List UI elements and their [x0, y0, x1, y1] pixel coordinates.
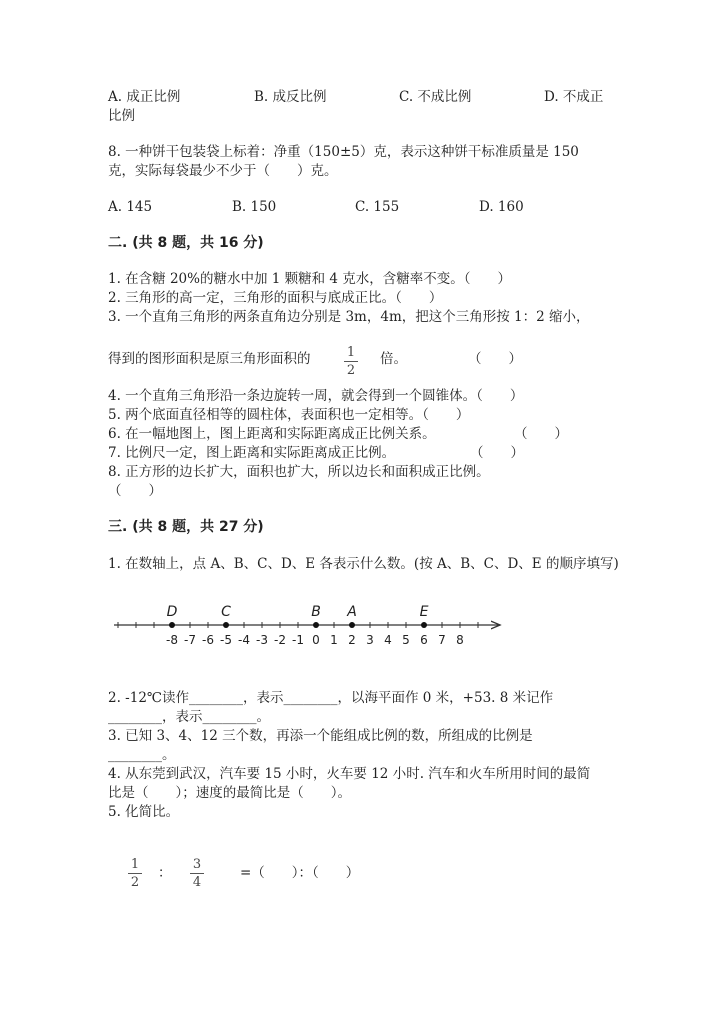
number-line	[108, 596, 508, 656]
number-line-tick-label: 2	[348, 633, 356, 647]
fraction-numerator: 3	[192, 857, 202, 872]
q8-option-b: B. 150	[232, 199, 277, 215]
number-line-tick-label: -2	[274, 633, 286, 647]
q7-option-b: B. 成反比例	[254, 89, 327, 105]
number-line-point-a	[349, 622, 355, 628]
fraction-denominator: 4	[192, 875, 202, 890]
q7-option-c: C. 不成比例	[399, 89, 472, 105]
number-line-point-label: C	[221, 604, 231, 620]
number-line-tick-label: -8	[166, 633, 178, 647]
s2-item-7: 7. 比例尺一定，图上距离和实际距离成正比例。	[108, 445, 396, 461]
s2-fraction-one-half	[344, 345, 358, 378]
number-line-tick-label: -4	[238, 633, 250, 647]
number-line-point-b	[313, 622, 319, 628]
number-line-tick-label: -1	[292, 633, 304, 647]
s2-item-6-paren: （ ）	[514, 426, 568, 442]
fraction-denominator: 2	[346, 363, 356, 378]
s2-item-7-paren: （ ）	[470, 445, 524, 461]
q8-option-a: A. 145	[108, 199, 153, 215]
fraction-numerator: 1	[346, 345, 356, 360]
s3-q4-line2: 比是（ ）；速度的最简比是（ ）。	[108, 785, 351, 801]
number-line-tick-label: 0	[312, 633, 320, 647]
s2-item-5: 5. 两个底面直径相等的圆柱体，表面积也一定相等。（ ）	[108, 407, 470, 423]
number-line-tick-label: 5	[402, 633, 410, 647]
s2-item-8-paren: （ ）	[108, 483, 162, 499]
s3-q4-line1: 4. 从东莞到武汉，汽车要 15 小时，火车要 12 小时. 汽车和火车所用时间的最简	[108, 766, 591, 782]
s3-q1: 1. 在数轴上，点 A、B、C、D、E 各表示什么数。(按 A、B、C、D、E 的顺序填写)	[108, 556, 619, 572]
s2-item-3: 3. 一个直角三角形的两条直角边分别是 3m，4m，把这个三角形按 1：2 缩小，	[108, 309, 590, 325]
number-line-point-label: E	[419, 604, 429, 620]
number-line-tick-label: -6	[202, 633, 214, 647]
number-line-point-c	[223, 622, 229, 628]
s2-item-4: 4. 一个直角三角形沿一条边旋转一周，就会得到一个圆锥体。（ ）	[108, 388, 524, 404]
q5-answer-blanks: =（ ）：（ ）	[240, 865, 360, 881]
number-line-tick-label: 7	[438, 633, 446, 647]
s2-item-2: 2. 三角形的高一定，三角形的面积与底成正比。（ ）	[108, 290, 443, 306]
s3-q3-line1: 3. 已知 3、4、12 三个数，再添一个能组成比例的数，所组成的比例是	[108, 728, 533, 744]
s2-item-1: 1. 在含糖 20%的糖水中加 1 颗糖和 4 克水，含糖率不变。（ ）	[108, 271, 512, 287]
q8-option-c: C. 155	[355, 199, 400, 215]
section2-title: 二. (共 8 题，共 16 分)	[108, 235, 264, 251]
fraction-bar	[128, 873, 142, 874]
s2-item-3-cont: 得到的图形面积是原三角形面积的	[108, 351, 311, 367]
number-line-tick-label: 3	[366, 633, 374, 647]
number-line-tick-label: -5	[220, 633, 232, 647]
number-line-tick-label: 8	[456, 633, 464, 647]
fraction-bar	[344, 361, 358, 362]
number-line-tick-label: 4	[384, 633, 392, 647]
s3-q3-line2: ________。	[108, 747, 176, 763]
q8-line2: 克，实际每袋最少不少于（ ）克。	[108, 163, 338, 179]
fraction-denominator: 2	[130, 875, 140, 890]
fraction-bar	[190, 873, 204, 874]
number-line-point-label: D	[166, 604, 178, 620]
number-line-point-label: A	[347, 604, 357, 620]
s3-q5: 5. 化简比。	[108, 804, 180, 820]
s3-q2-line1: 2. -12℃读作________，表示________，以海平面作 0 米，+53. 8 米记作	[108, 690, 554, 706]
number-line-point-d	[169, 622, 175, 628]
q7-option-a: A. 成正比例	[108, 89, 181, 105]
q7-option-d: D. 不成正	[544, 89, 604, 105]
s2-item-8: 8. 正方形的边长扩大，面积也扩大，所以边长和面积成正比例。	[108, 464, 490, 480]
number-line-tick-label: 6	[420, 633, 428, 647]
number-line-tick-label: 1	[330, 633, 338, 647]
s2-item-3-paren: （ ）	[468, 351, 522, 367]
fraction-numerator: 1	[130, 857, 140, 872]
section3-title: 三. (共 8 题，共 27 分)	[108, 519, 264, 535]
q5-fraction-1	[128, 857, 142, 890]
q8-option-d: D. 160	[479, 199, 524, 215]
s3-q2-line2: ________，表示________。	[108, 709, 270, 725]
s2-item-6: 6. 在一幅地图上，图上距离和实际距离成正比例关系。	[108, 426, 436, 442]
q8-line1: 8. 一种饼干包装袋上标着：净重（150±5）克，表示这种饼干标准质量是 150	[108, 144, 579, 160]
number-line-tick-label: -7	[184, 633, 196, 647]
q7-option-d-cont: 比例	[108, 108, 135, 124]
q5-fraction-2	[190, 857, 204, 890]
number-line-point-e	[421, 622, 427, 628]
s2-item-3-suffix: 倍。	[380, 351, 407, 367]
q5-colon: ：	[158, 865, 172, 881]
number-line-point-label: B	[311, 604, 321, 620]
number-line-tick-label: -3	[256, 633, 268, 647]
